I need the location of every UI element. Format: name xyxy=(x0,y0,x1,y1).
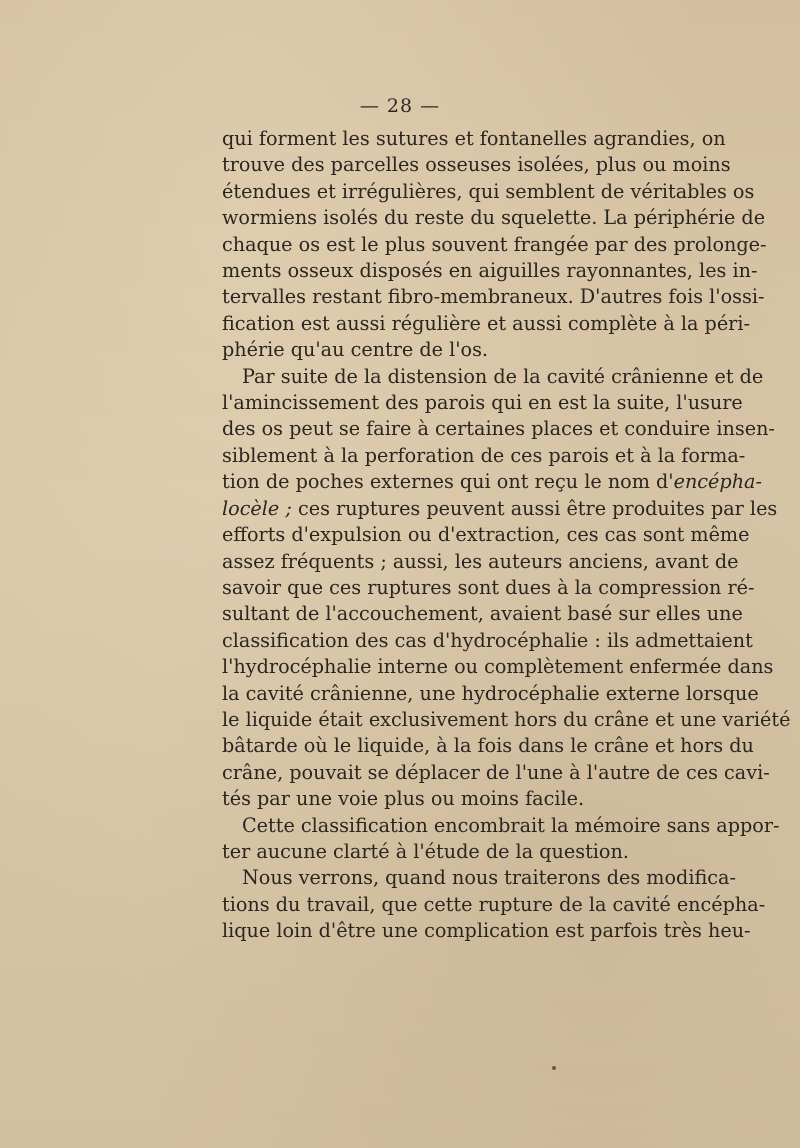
text-line-content: le liquide était exclusivement hors du crâne et une variété xyxy=(222,707,791,731)
text-line xyxy=(222,364,764,390)
text-line xyxy=(222,337,702,363)
text-line xyxy=(222,443,746,469)
text-line-content: ces ruptures peuvent aussi être produites par les xyxy=(297,496,778,520)
text-line xyxy=(222,311,750,337)
text-line xyxy=(222,152,731,178)
text-line xyxy=(222,707,791,733)
text-line-content: savoir que ces ruptures sont dues à la compression ré- xyxy=(222,575,755,599)
italic-term: encépha- xyxy=(673,470,762,494)
text-line-content: des os peut se faire à certaines places et conduire insen- xyxy=(222,417,775,441)
text-line xyxy=(222,601,743,627)
text-line-content: phérie qu'au centre de l'os. xyxy=(222,338,489,362)
text-line xyxy=(222,179,755,205)
text-line-content: qui forment les sutures et fontanelles agrandies, on xyxy=(222,127,726,150)
text-line-content: ter aucune clarté à l'étude de la question. xyxy=(222,839,629,863)
text-line-content: tervalles restant fibro-membraneux. D'autres fois l'ossi- xyxy=(222,285,765,309)
text-line-content: efforts d'expulsion ou d'extraction, ces cas sont même xyxy=(222,523,750,547)
text-line xyxy=(222,865,736,891)
italic-term: locèle ; xyxy=(222,496,292,520)
text-line xyxy=(222,522,750,548)
text-line xyxy=(222,892,766,918)
text-line xyxy=(222,205,766,231)
text-line xyxy=(222,126,726,152)
text-line xyxy=(222,232,767,258)
text-line xyxy=(222,469,762,495)
text-line-content: tions du travail, que cette rupture de la cavité encépha- xyxy=(222,892,766,916)
text-line xyxy=(222,416,775,442)
text-line-content: bâtarde où le liquide, à la fois dans le crâne et hors du xyxy=(222,734,754,758)
text-line-content: siblement à la perforation de ces parois et à la forma- xyxy=(222,443,746,467)
text-line-content: lique loin d'être une complication est parfois très heu- xyxy=(222,919,751,943)
text-line xyxy=(222,575,755,601)
text-line xyxy=(222,284,765,310)
text-line xyxy=(222,628,753,654)
text-line xyxy=(222,786,702,812)
text-line-content: l'hydrocéphalie interne ou complètement enfermée dans xyxy=(222,655,774,679)
text-line-content: fication est aussi régulière et aussi complète à la péri- xyxy=(222,311,750,335)
text-line-content: la cavité crânienne, une hydrocéphalie externe lorsque xyxy=(222,681,759,705)
text-line-content: classification des cas d'hydrocéphalie : ils admettaient xyxy=(222,628,753,652)
text-line-content: Nous verrons, quand nous traiterons des modifica- xyxy=(242,866,736,890)
text-line-content: sultant de l'accouchement, avaient basé sur elles une xyxy=(222,602,743,626)
text-line-content: trouve des parcelles osseuses isolées, plus ou moins xyxy=(222,153,731,177)
text-line-content: assez fréquents ; aussi, les auteurs anciens, avant de xyxy=(222,549,739,573)
text-line xyxy=(222,733,754,759)
text-line-content: tion de poches externes qui ont reçu le nom d' xyxy=(222,470,674,494)
text-line xyxy=(222,549,739,575)
paper-speck xyxy=(552,1066,556,1070)
text-line xyxy=(222,654,774,680)
text-line-content: Cette classification encombrait la mémoire sans appor- xyxy=(242,813,780,837)
text-line-content: wormiens isolés du reste du squelette. La périphérie de xyxy=(222,206,766,230)
body-text xyxy=(222,126,791,945)
text-line-content: chaque os est le plus souvent frangée par des prolonge- xyxy=(222,232,767,256)
text-line-content: crâne, pouvait se déplacer de l'une à l'autre de ces cavi- xyxy=(222,760,770,784)
text-line xyxy=(222,390,743,416)
text-line xyxy=(222,813,780,839)
text-line xyxy=(222,258,758,284)
text-line-content: étendues et irrégulières, qui semblent de véritables os xyxy=(222,179,755,203)
text-line-content: tés par une voie plus ou moins facile. xyxy=(222,787,585,811)
text-line-content: Par suite de la distension de la cavité crânienne et de xyxy=(242,364,764,388)
page-number: — 28 — xyxy=(359,95,441,117)
text-line xyxy=(222,839,702,865)
text-line-content: ments osseux disposés en aiguilles rayonnantes, les in- xyxy=(222,259,758,283)
text-line xyxy=(222,918,751,944)
text-line-content: l'amincissement des parois qui en est la suite, l'usure xyxy=(222,391,743,415)
text-line xyxy=(222,760,770,786)
text-line xyxy=(222,681,759,707)
text-line xyxy=(222,496,778,522)
